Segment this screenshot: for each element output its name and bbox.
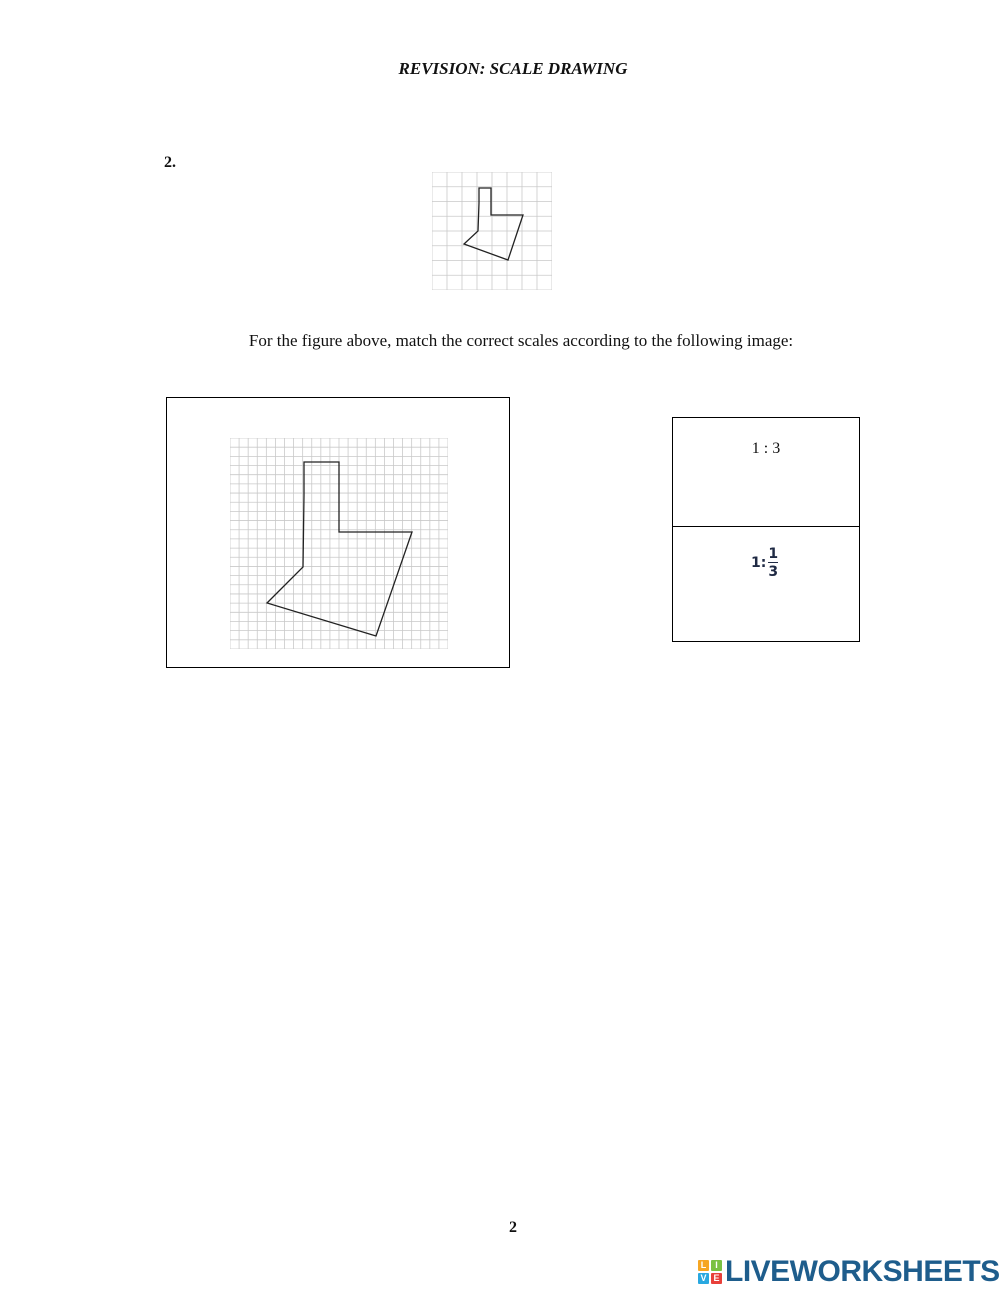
enlarged-figure-shape	[267, 462, 412, 636]
instruction-text: For the figure above, match the correct scales according to the following image:	[248, 331, 794, 350]
enlarged-figure-grid	[230, 438, 448, 649]
page-title: REVISION: SCALE DRAWING	[398, 59, 628, 78]
logo-letter: E	[711, 1273, 722, 1284]
small-grid-lines	[432, 172, 552, 290]
option-scale-1-one-third[interactable]	[673, 527, 859, 641]
small-figure-grid	[432, 172, 552, 290]
small-figure-shape	[464, 188, 523, 260]
page-number: 2	[509, 1219, 517, 1236]
fraction-label	[751, 547, 779, 579]
fraction-numerator: 1	[768, 546, 779, 562]
logo-letter: L	[698, 1260, 709, 1271]
logo-text: LIVEWORKSHEETS	[725, 1255, 1000, 1288]
logo-letter: I	[711, 1260, 722, 1271]
option-label: 1 : 3	[751, 440, 781, 457]
scale-options	[672, 417, 860, 642]
logo-mark-icon	[698, 1260, 722, 1284]
option-scale-1-3[interactable]	[673, 418, 859, 527]
logo-letter: V	[698, 1273, 709, 1284]
fraction-whole: 1:	[751, 555, 767, 571]
liveworksheets-logo	[698, 1255, 1000, 1289]
fraction-denominator: 3	[768, 564, 779, 580]
question-number: 2.	[164, 154, 176, 171]
